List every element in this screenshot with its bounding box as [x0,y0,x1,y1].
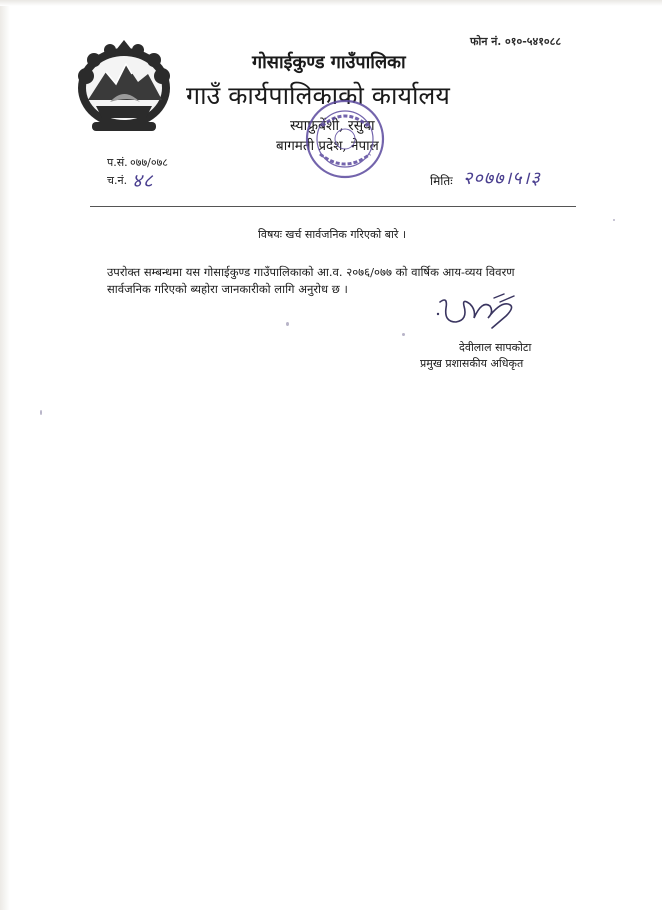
signatory-title: प्रमुख प्रशासकीय अधिकृत [420,357,524,370]
scan-edge-left [0,0,10,910]
nepal-emblem-icon [66,36,182,136]
signature-icon [434,292,524,336]
phone-number: फोन नं. ०१०-५४१०८८ [470,35,562,48]
reference-label: प.सं. [107,156,128,169]
date-label: मितिः [430,174,453,188]
body-text-line-1: उपरोक्त सम्बन्धमा यस गोसाईकुण्ड गाउँपालिकाको आ.व. २०७६/०७७ को वार्षिक आय-व्यय विवरण [107,265,515,279]
body-text-line-2: सार्वजनिक गरिएको ब्यहोरा जानकारीको लागि अनुरोध छ । [107,282,348,296]
scan-speck [286,322,289,326]
office-name: गोसाईकुण्ड गाउँपालिका [252,52,406,73]
scan-edge-top [0,0,662,6]
scan-speck [613,219,615,221]
scan-speck [40,410,42,415]
scan-speck [402,333,405,336]
address-line-1: स्याफ्रुबेंशी, रसुवा [290,118,375,134]
address-line-2: बागमती प्रदेश, नेपाल [276,138,379,154]
office-title: गाउँ कार्यपालिकाको कार्यालय [186,81,450,110]
office-stamp-icon [302,96,388,182]
letter-subject: विषयः खर्च सार्वजनिक गरिएको बारे । [258,228,407,241]
header-divider [90,206,576,207]
dispatch-number-value: ४८ [132,170,154,192]
reference-value: ०७७/०७८ [130,156,169,169]
dispatch-number-label: च.नं. [107,174,128,187]
signatory-name: देवीलाल सापकोटा [459,341,532,354]
date-value: २०७७।५।३ [463,168,541,189]
